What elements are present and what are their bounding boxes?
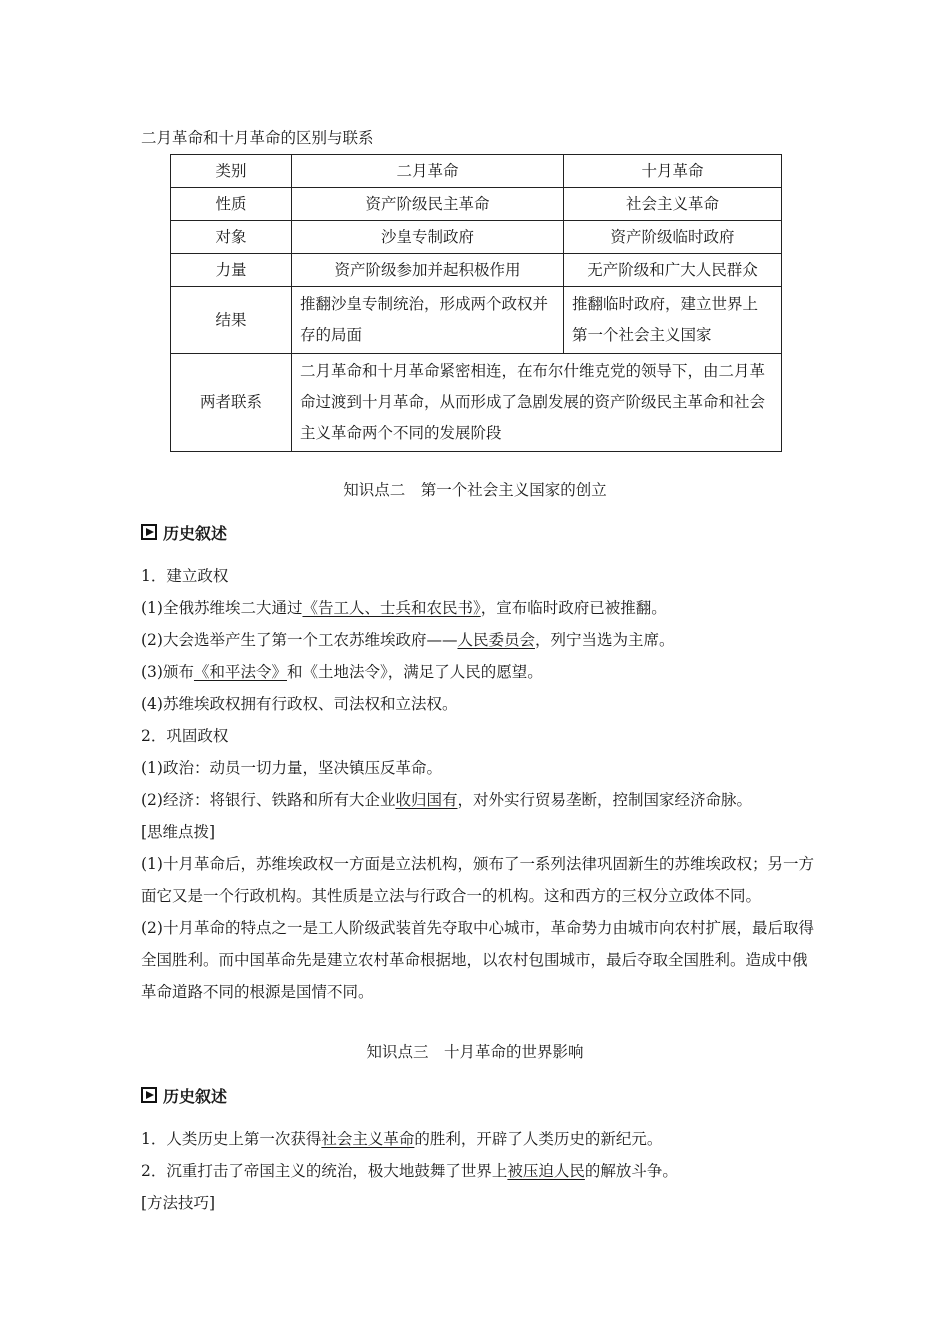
table-header-row [171,155,782,188]
banner-label: 历史叙述 [163,523,228,543]
underlined-term: 《和平法令》 [193,663,287,681]
paragraph: (4)苏维埃政权拥有行政权、司法权和立法权。 [141,695,458,713]
cell-october: 资产阶级临时政府 [564,221,782,254]
section-title-3: 知识点三 十月革命的世界影响 [366,1043,584,1061]
relation-label: 两者联系 [171,354,292,452]
paragraph: (1)政治：动员一切力量，坚决镇压反革命。 [141,759,442,777]
table-row [171,254,782,287]
row-label: 性质 [171,188,292,221]
row-label: 力量 [171,254,292,287]
subheading: 2．巩固政权 [141,727,229,745]
subheading: 1．建立政权 [141,567,229,585]
underlined-term: 《告工人、士兵和农民书》 [302,599,481,617]
cell-october: 无产阶级和广大人民群众 [564,254,782,287]
table-caption: 二月革命和十月革命的区别与联系 [141,129,374,147]
banner-label: 历史叙述 [163,1086,228,1106]
paragraph: 1．人类历史上第一次获得社会主义革命的胜利，开辟了人类历史的新纪元。 [141,1130,663,1148]
section2-content [141,560,821,1008]
underlined-term: 人民委员会 [457,631,535,649]
underlined-term: 被压迫人民 [507,1162,585,1180]
history-narrative-banner [141,1084,227,1106]
history-narrative-banner [141,521,227,543]
tip-label: [思维点拨] [141,823,216,841]
paragraph: (2)大会选举产生了第一个工农苏维埃政府——人民委员会，列宁当选为主席。 [141,631,675,649]
table-row [171,188,782,221]
tip-paragraph: (2)十月革命的特点之一是工人阶级武装首先夺取中心城市，革命势力由城市向农村扩展，最后取得全国胜利。而中国革命先是建立农村革命根据地，以农村包围城市，最后夺取全国胜利。造成中俄革命道路不同的根源是国情不同。 [141,919,814,1001]
cell-october: 推翻临时政府，建立世界上第一个社会主义国家 [564,287,782,354]
header-february: 二月革命 [292,155,564,188]
paragraph: 2．沉重打击了帝国主义的统治，极大地鼓舞了世界上被压迫人民的解放斗争。 [141,1162,678,1180]
relation-text: 二月革命和十月革命紧密相连，在布尔什维克党的领导下，由二月革命过渡到十月革命，从而形成了急剧发展的资产阶级民主革命和社会主义革命两个不同的发展阶段 [292,354,782,452]
comparison-table [170,154,782,452]
method-label: [方法技巧] [141,1194,216,1212]
table-row [171,221,782,254]
row-label: 对象 [171,221,292,254]
paragraph: (2)经济：将银行、铁路和所有大企业收归国有，对外实行贸易垄断，控制国家经济命脉。 [141,791,752,809]
table-row-relation [171,354,782,452]
play-icon [141,524,157,540]
section3-content [141,1123,821,1219]
cell-february: 资产阶级民主革命 [292,188,564,221]
cell-february: 推翻沙皇专制统治，形成两个政权并存的局面 [292,287,564,354]
play-icon [141,1087,157,1103]
cell-february: 资产阶级参加并起积极作用 [292,254,564,287]
underlined-term: 社会主义革命 [321,1130,415,1148]
cell-february: 沙皇专制政府 [292,221,564,254]
header-category: 类别 [171,155,292,188]
header-october: 十月革命 [564,155,782,188]
table-row [171,287,782,354]
underlined-term: 收归国有 [395,791,458,809]
row-label: 结果 [171,287,292,354]
section-title-2: 知识点二 第一个社会主义国家的创立 [343,481,607,499]
tip-paragraph: (1)十月革命后，苏维埃政权一方面是立法机构，颁布了一系列法律巩固新生的苏维埃政权；另一方面它又是一个行政机构。其性质是立法与行政合一的机构。这和西方的三权分立政体不同。 [141,855,814,905]
paragraph: (1)全俄苏维埃二大通过《告工人、士兵和农民书》，宣布临时政府已被推翻。 [141,599,667,617]
cell-october: 社会主义革命 [564,188,782,221]
paragraph: (3)颁布《和平法令》和《土地法令》，满足了人民的愿望。 [141,663,543,681]
